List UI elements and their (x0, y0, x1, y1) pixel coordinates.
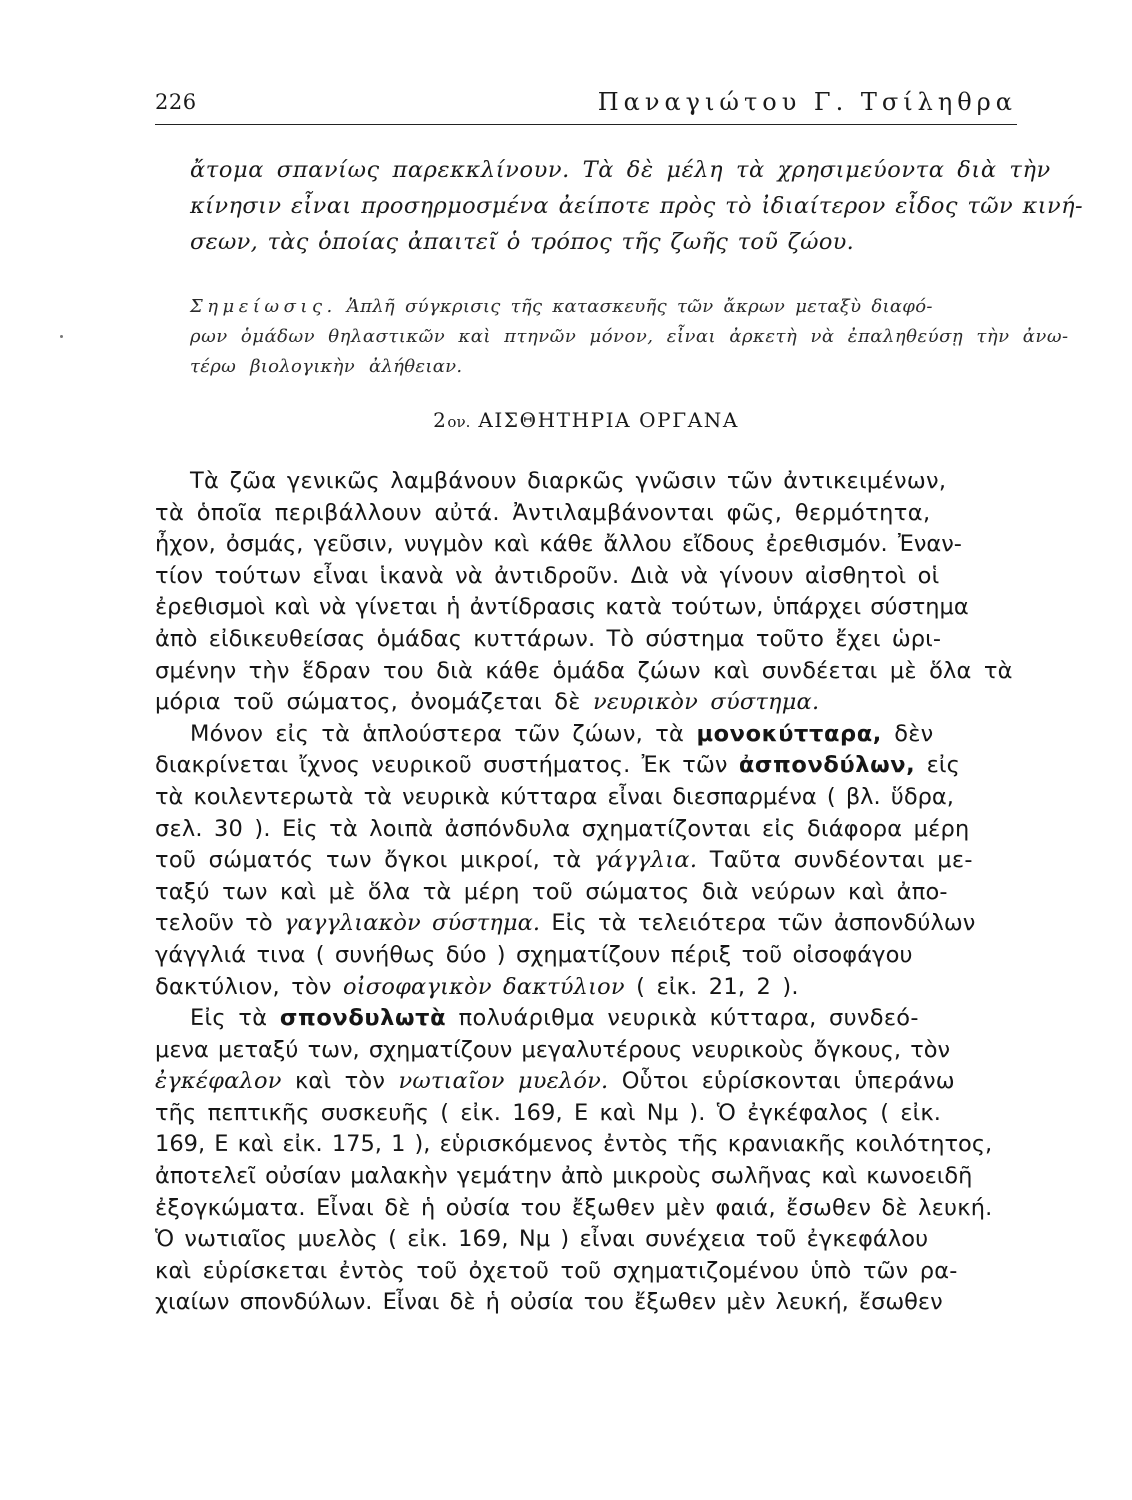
text-line (190, 1003, 1016, 1035)
text-run: πολυάριθμα νευρικὰ κύτταρα, συνδεό- (458, 1005, 919, 1032)
bold-term: ἀσπονδύλων, (738, 752, 916, 779)
text-line: σελ. 30 ). Εἰς τὰ λοιπὰ ἀσπόνδυλα σχηματίζονται εἰς διάφορα μέρη (155, 815, 970, 842)
italic-term: οἰσοφαγικὸν δακτύλιον (343, 973, 625, 1000)
italic-term: γαγγλιακὸν σύστημα. (284, 910, 541, 937)
text-line (155, 1066, 1016, 1098)
text-line (155, 750, 1016, 782)
section-number: 2 (433, 408, 448, 432)
page-header (155, 86, 1017, 126)
text-line: καὶ εὑρίσκεται ἐντὸς τοῦ ὀχετοῦ τοῦ σχηματιζομένου ὑπὸ τῶν ρα- (155, 1257, 958, 1284)
text-line (155, 908, 1016, 940)
text-line: ρων ὁμάδων θηλαστικῶν καὶ πτηνῶν μόνον, εἶναι ἀρκετὴ νὰ ἐπαληθεύσῃ τὴν ἀνω- (190, 326, 1069, 347)
note-paragraph (190, 292, 1069, 382)
text-run: δὲν (894, 720, 934, 747)
section-title: ΑΙΣΘΗΤΗΡΙΑ ΟΡΓΑΝΑ (478, 408, 739, 432)
text-line: χιαίων σπονδύλων. Εἶναι δὲ ἡ οὐσία του ἔξωθεν μὲν λευκή, ἔσωθεν (155, 1289, 943, 1316)
text-run: τοῦ σώματός των ὄγκοι μικροί, τὰ (155, 847, 582, 874)
text-line: σμένην τὴν ἕδραν του διὰ κάθε ὁμάδα ζώων καὶ συνδέεται μὲ ὅλα τὰ (155, 657, 1013, 684)
text-line: ἐρεθισμοὶ καὶ νὰ γίνεται ἡ ἀντίδρασις κατὰ τούτων, ὑπάρχει σύστημα (155, 594, 969, 621)
text-line: σεων, τὰς ὁποίας ἀπαιτεῖ ὁ τρόπος τῆς ζωῆς τοῦ ζώου. (190, 229, 855, 255)
text-line (155, 845, 1016, 877)
text-line: τὰ ὁποῖα περιβάλλουν αὐτά. Ἀντιλαμβάνονται φῶς, θερμότητα, (155, 499, 931, 526)
note-label: Σημείωσις. (190, 296, 337, 317)
bold-term: σπονδυλωτὰ (279, 1005, 447, 1032)
text-run: Μόνον εἰς τὰ ἁπλούστερα τῶν ζώων, τὰ (190, 720, 685, 747)
text-line: Τὰ ζῶα γενικῶς λαμβάνουν διαρκῶς γνῶσιν τῶν ἀντικειμένων, (190, 468, 947, 494)
text-run: ( εἰκ. 21, 2 ). (636, 973, 799, 1000)
text-run: δακτύλιον, τὸν (155, 973, 332, 1000)
bold-term: μονοκύτταρα, (696, 720, 882, 747)
text-line (155, 687, 1016, 719)
text-line: τίον τούτων εἶναι ἱκανὰ νὰ ἀντιδροῦν. Διὰ νὰ γίνουν αἰσθητοὶ οἱ (155, 562, 940, 589)
text-line: Ὁ νωτιαῖος μυελὸς ( εἰκ. 169, Νμ ) εἶναι συνέχεια τοῦ ἐγκεφάλου (155, 1226, 929, 1253)
text-line: τὰ κοιλεντερωτὰ τὰ νευρικὰ κύτταρα εἶναι διεσπαρμένα ( βλ. ὕδρα, (155, 783, 954, 810)
margin-speck (60, 335, 63, 338)
text-line: 169, Ε καὶ εἰκ. 175, 1 ), εὑρισκόμενος ἐντὸς τῆς κρανιακῆς κοιλότητος, (155, 1131, 993, 1158)
text-line (155, 972, 1016, 1004)
text-line: ἀποτελεῖ οὐσίαν μαλακὴν γεμάτην ἀπὸ μικροὺς σωλῆνας καὶ κωνοειδῆ (155, 1163, 973, 1190)
text-run: Οὗτοι εὑρίσκονται ὑπεράνω (621, 1068, 955, 1095)
text-line: ἐξογκώματα. Εἶναι δὲ ἡ οὐσία του ἔξωθεν μὲν φαιά, ἔσωθεν δὲ λευκή. (155, 1194, 993, 1221)
italic-term: ἐγκέφαλον (155, 1068, 282, 1095)
section-heading (155, 408, 1017, 442)
italic-term: γάγγλια. (593, 847, 698, 874)
text-run: εἰς (926, 752, 960, 779)
italic-term: νευρικὸν σύστημα. (593, 689, 820, 716)
intro-paragraph (190, 152, 1083, 260)
text-run: τελοῦν τὸ (155, 910, 273, 937)
text-line: μενα μεταξύ των, σχηματίζουν μεγαλυτέρους νευρικοὺς ὄγκους, τὸν (155, 1036, 951, 1063)
text-line: ταξύ των καὶ μὲ ὅλα τὰ μέρη τοῦ σώματος διὰ νεύρων καὶ ἀπο- (155, 878, 948, 905)
note-text: Ἁπλῆ σύγκρισις τῆς κατασκευῆς τῶν ἄκρων μεταξὺ διαφό- (346, 296, 933, 317)
text-line (190, 719, 1016, 751)
text-run: μόρια τοῦ σώματος, ὀνομάζεται δὲ (155, 689, 581, 716)
text-run: Εἰς τὰ (190, 1005, 268, 1032)
italic-term: νωτιαῖον μυελόν. (398, 1068, 609, 1095)
text-line (190, 292, 1016, 322)
text-line: γάγγλιά τινα ( συνήθως δύο ) σχηματίζουν πέριξ τοῦ οἰσοφάγου (155, 941, 913, 968)
text-run: Ταῦτα συνδέονται με- (709, 847, 973, 874)
page-number: 226 (155, 90, 197, 114)
text-run: Εἰς τὰ τελειότερα τῶν ἀσπονδύλων (551, 910, 976, 937)
text-line: ἄτομα σπανίως παρεκκλίνουν. Τὰ δὲ μέλη τὰ χρησιμεύοντα διὰ τὴν (190, 157, 1051, 183)
text-line: κίνησιν εἶναι προσηρμοσμένα ἀείποτε πρὸς τὸ ἰδιαίτερον εἶδος τῶν κινή- (190, 193, 1083, 219)
header-rule (155, 124, 1017, 125)
body-text (155, 466, 1016, 1319)
text-line: τέρω βιολογικὴν ἀλήθειαν. (190, 356, 463, 377)
text-line: τῆς πεπτικῆς συσκευῆς ( εἰκ. 169, Ε καὶ Νμ ). Ὁ ἐγκέφαλος ( εἰκ. (155, 1099, 941, 1126)
text-run: καὶ τὸν (294, 1068, 386, 1095)
text-line: ἀπὸ εἰδικευθείσας ὁμάδας κυττάρων. Τὸ σύστημα τοῦτο ἔχει ὡρι- (155, 625, 942, 652)
text-run: διακρίνεται ἴχνος νευρικοῦ συστήματος. Ἐκ τῶν (155, 752, 728, 779)
text-line: ἦχον, ὀσμάς, γεῦσιν, νυγμὸν καὶ κάθε ἄλλου εἴδους ἐρεθισμόν. Ἐναν- (155, 531, 962, 558)
running-head: Παναγιώτου Γ. Τσίληθρα (597, 88, 1017, 116)
section-number-suffix: ον. (447, 413, 471, 431)
